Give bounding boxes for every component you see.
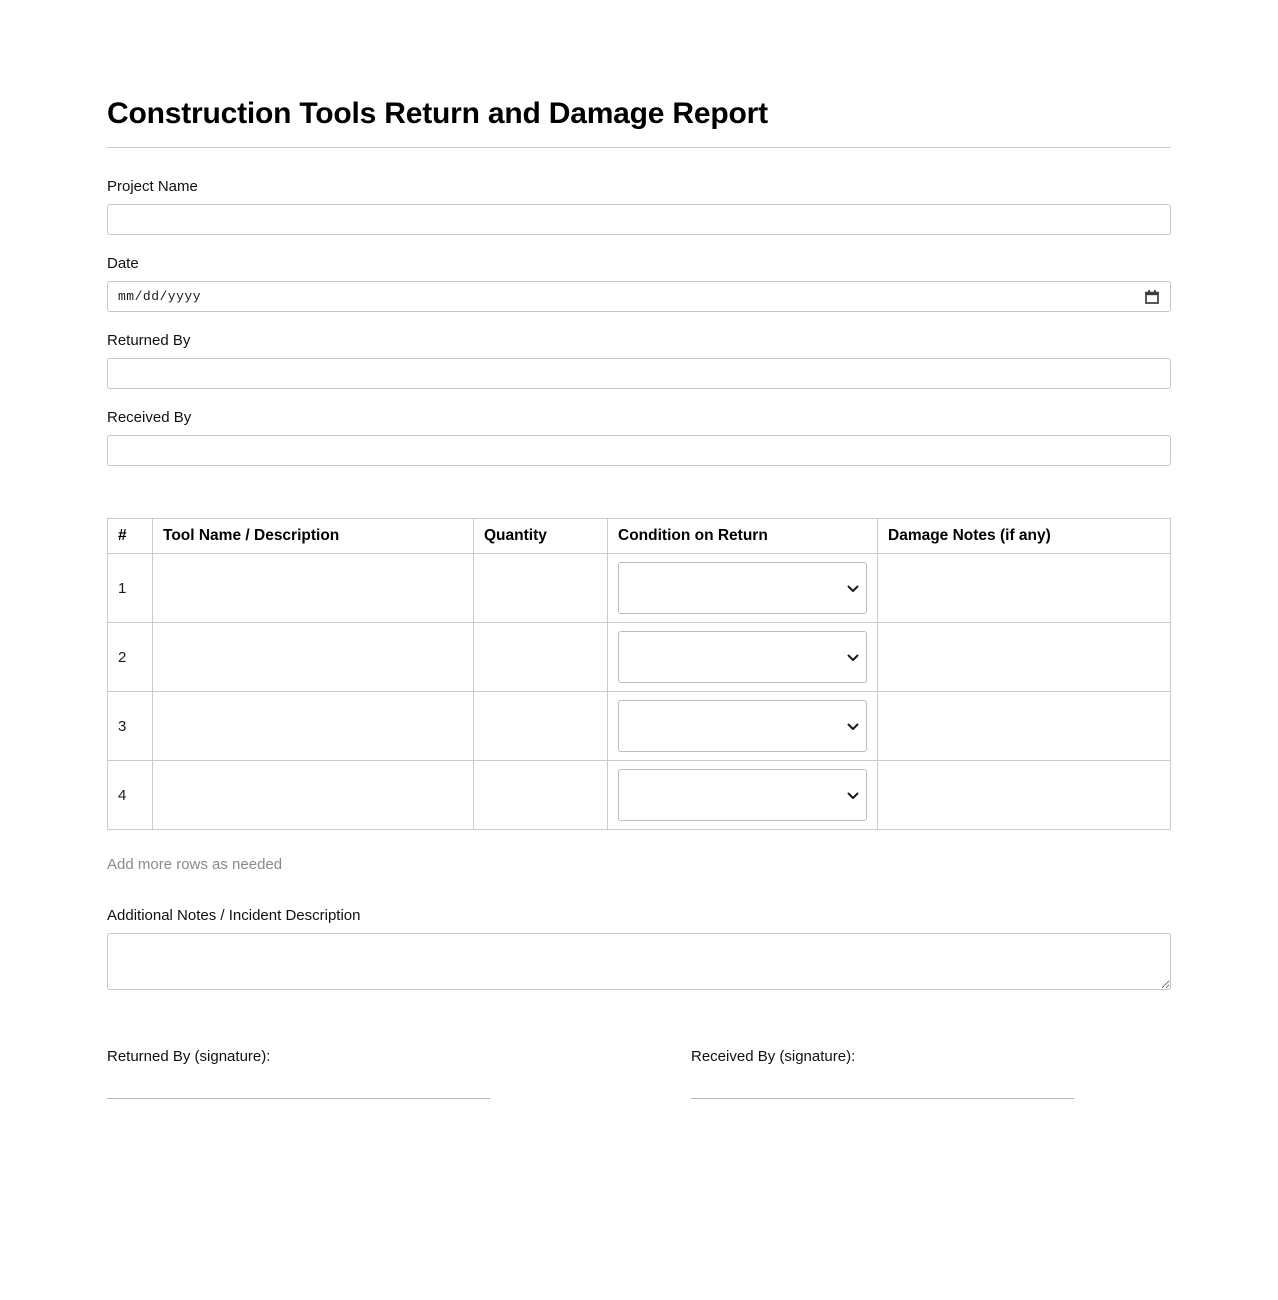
quantity-cell <box>474 554 608 623</box>
row-number-cell: 2 <box>108 623 153 692</box>
table-row <box>108 623 1171 692</box>
calendar-icon[interactable] <box>1144 289 1160 305</box>
condition-cell <box>608 623 878 692</box>
received-by-signature-line <box>691 1098 1074 1099</box>
tool-name-cell <box>153 761 474 830</box>
tool-name-cell <box>153 692 474 761</box>
quantity-cell <box>474 623 608 692</box>
row-number-cell: 3 <box>108 692 153 761</box>
received-by-input[interactable] <box>107 435 1171 466</box>
table-row <box>108 554 1171 623</box>
quantity-cell <box>474 692 608 761</box>
header-quantity: Quantity <box>474 519 608 554</box>
received-by-signature-block <box>639 1048 1171 1099</box>
signature-section <box>107 1048 1171 1099</box>
condition-cell <box>608 554 878 623</box>
condition-select[interactable] <box>618 700 867 752</box>
damage-notes-cell <box>878 554 1171 623</box>
condition-select[interactable] <box>618 562 867 614</box>
damage-notes-cell <box>878 623 1171 692</box>
returned-by-label: Returned By <box>107 332 191 349</box>
row-number-cell: 1 <box>108 554 153 623</box>
date-placeholder: mm/dd/yyyy <box>118 289 202 304</box>
returned-by-signature-label: Returned By (signature): <box>107 1048 271 1065</box>
condition-select[interactable] <box>618 769 867 821</box>
header-condition: Condition on Return <box>608 519 878 554</box>
damage-notes-cell <box>878 692 1171 761</box>
returned-by-input[interactable] <box>107 358 1171 389</box>
table-header-row <box>108 519 1171 554</box>
date-input[interactable] <box>107 281 1171 312</box>
received-by-signature-label: Received By (signature): <box>691 1048 856 1065</box>
table-row <box>108 761 1171 830</box>
additional-notes-label: Additional Notes / Incident Description <box>107 907 361 924</box>
add-rows-hint: Add more rows as needed <box>107 856 283 873</box>
damage-notes-cell <box>878 761 1171 830</box>
form-page <box>107 0 1171 1239</box>
row-number-cell: 4 <box>108 761 153 830</box>
returned-by-field <box>107 332 1171 389</box>
tools-table <box>107 518 1171 830</box>
received-by-label: Received By <box>107 409 192 426</box>
header-tool-name: Tool Name / Description <box>153 519 474 554</box>
title-divider <box>107 147 1171 148</box>
condition-cell <box>608 761 878 830</box>
condition-select[interactable] <box>618 631 867 683</box>
returned-by-signature-line <box>107 1098 490 1099</box>
condition-cell <box>608 692 878 761</box>
page-title: Construction Tools Return and Damage Report <box>107 97 768 130</box>
received-by-field <box>107 409 1171 466</box>
tool-name-cell <box>153 554 474 623</box>
project-name-input[interactable] <box>107 204 1171 235</box>
header-num: # <box>108 519 153 554</box>
date-label: Date <box>107 255 139 272</box>
returned-by-signature-block <box>107 1048 639 1099</box>
header-damage-notes: Damage Notes (if any) <box>878 519 1171 554</box>
date-field <box>107 255 1171 312</box>
tool-name-cell <box>153 623 474 692</box>
project-name-label: Project Name <box>107 178 198 195</box>
table-row <box>108 692 1171 761</box>
quantity-cell <box>474 761 608 830</box>
additional-notes-textarea[interactable] <box>107 933 1171 990</box>
project-name-field <box>107 178 1171 235</box>
